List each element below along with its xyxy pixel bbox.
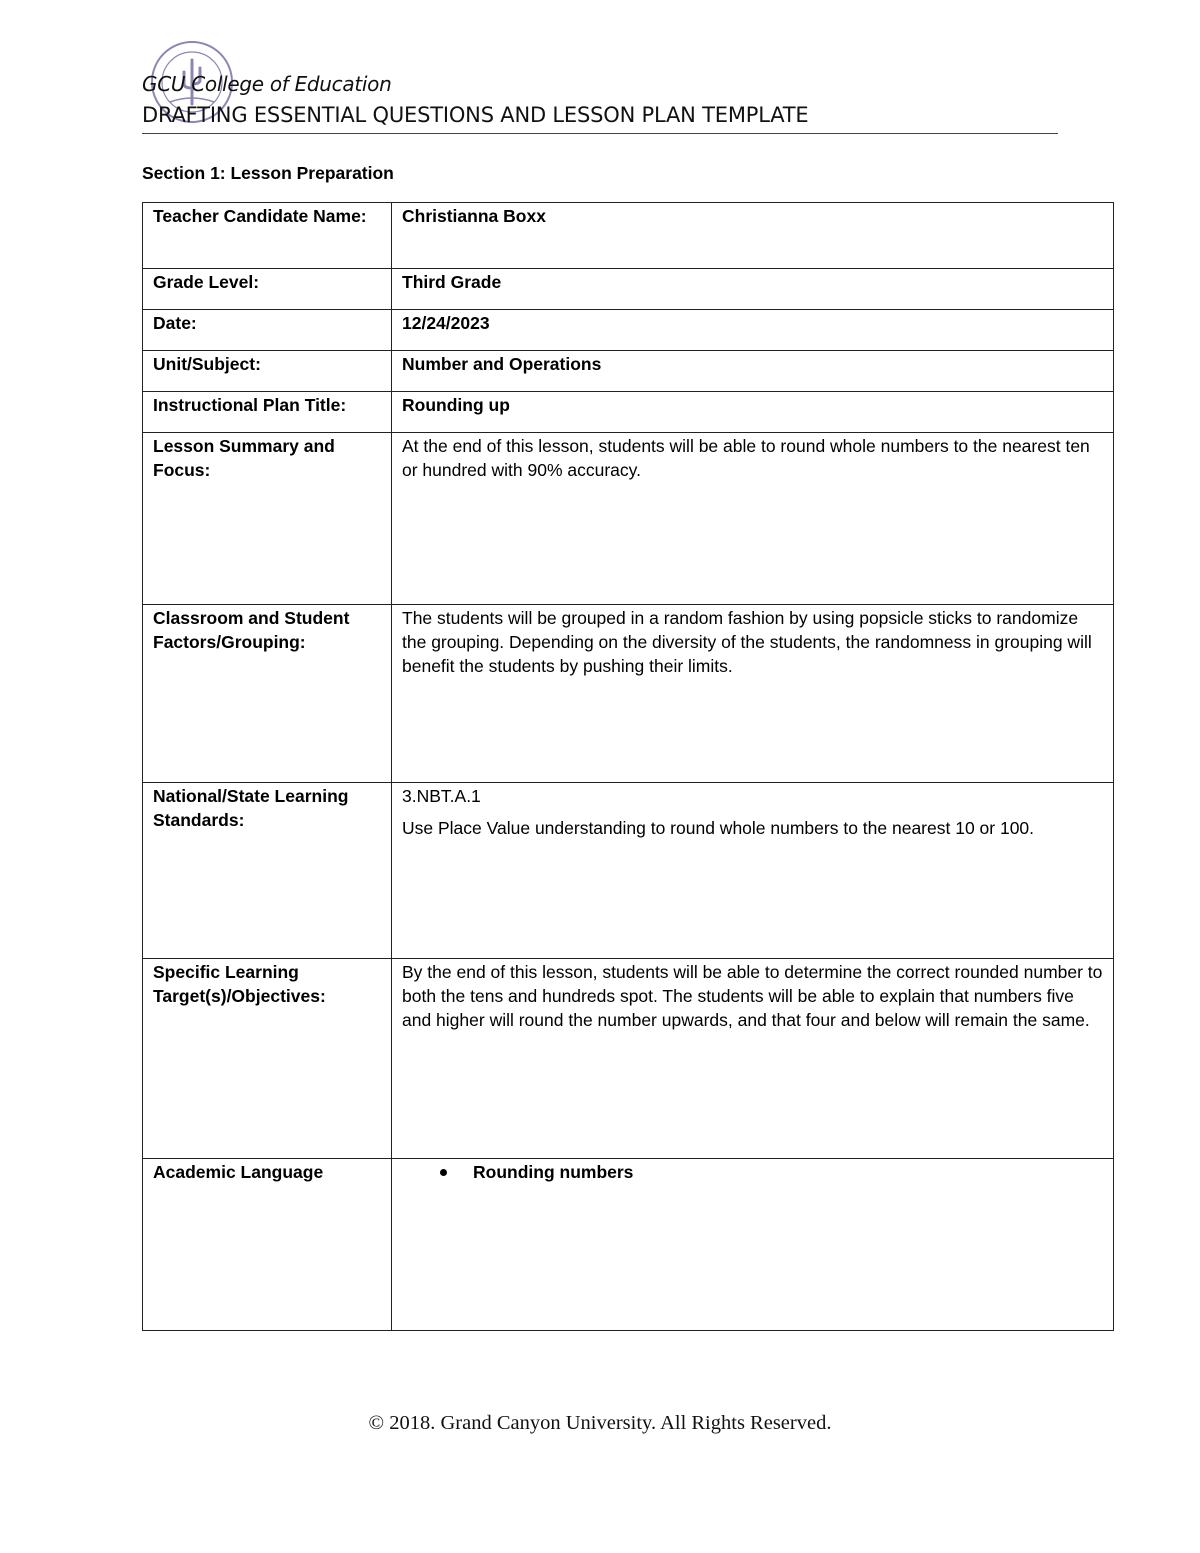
row-label: Academic Language [143, 1159, 392, 1331]
row-label: Classroom and Student Factors/Grouping: [143, 605, 392, 783]
table-row [143, 1159, 1114, 1331]
row-label: National/State Learning Standards: [143, 783, 392, 959]
academic-language-list [402, 1160, 1103, 1184]
list-item [440, 1160, 1103, 1184]
standard-description: Use Place Value understanding to round whole numbers to the nearest 10 or 100. [402, 818, 1035, 838]
list-item-text: Rounding numbers [473, 1162, 634, 1182]
lesson-summary-value: At the end of this lesson, students will be able to round whole numbers to the nearest ten or hundred with 90% accuracy. [392, 433, 1114, 605]
table-row [143, 203, 1114, 269]
copyright-footer: © 2018. Grand Canyon University. All Rights Reserved. [368, 1412, 832, 1434]
row-label: Grade Level: [143, 269, 392, 310]
row-label: Instructional Plan Title: [143, 392, 392, 433]
table-row [143, 310, 1114, 351]
objectives-value: By the end of this lesson, students will be able to determine the correct rounded number to both the tens and hundreds spot. The students will be able to explain that numbers five and higher will round the number upwards, and that four and below will remain the same. [392, 959, 1114, 1159]
row-label: Date: [143, 310, 392, 351]
date-value: 12/24/2023 [392, 310, 1114, 351]
row-label: Lesson Summary and Focus: [143, 433, 392, 605]
table-row [143, 605, 1114, 783]
table-row [143, 783, 1114, 959]
section-title: Section 1: Lesson Preparation [142, 163, 394, 183]
row-label: Unit/Subject: [143, 351, 392, 392]
lesson-plan-table [142, 202, 1114, 1331]
table-row [143, 351, 1114, 392]
grade-level-value: Third Grade [392, 269, 1114, 310]
unit-subject-value: Number and Operations [392, 351, 1114, 392]
table-row [143, 433, 1114, 605]
row-label: Teacher Candidate Name: [143, 203, 392, 269]
table-row [143, 392, 1114, 433]
standards-value [392, 783, 1114, 959]
grouping-value: The students will be grouped in a random fashion by using popsicle sticks to randomize the grouping. Depending on the diversity of the students, the randomness in grouping will benefit the students by pushing their limits. [392, 605, 1114, 783]
bullet-icon [440, 1169, 447, 1176]
academic-language-value [392, 1159, 1114, 1331]
college-name: GCU College of Education [142, 72, 392, 96]
header-divider [142, 133, 1058, 134]
standard-code: 3.NBT.A.1 [402, 786, 481, 806]
teacher-name-value: Christianna Boxx [392, 203, 1114, 269]
table-row [143, 269, 1114, 310]
table-row [143, 959, 1114, 1159]
plan-title-value: Rounding up [392, 392, 1114, 433]
row-label: Specific Learning Target(s)/Objectives: [143, 959, 392, 1159]
template-title: DRAFTING ESSENTIAL QUESTIONS AND LESSON PLAN TEMPLATE [142, 103, 809, 127]
